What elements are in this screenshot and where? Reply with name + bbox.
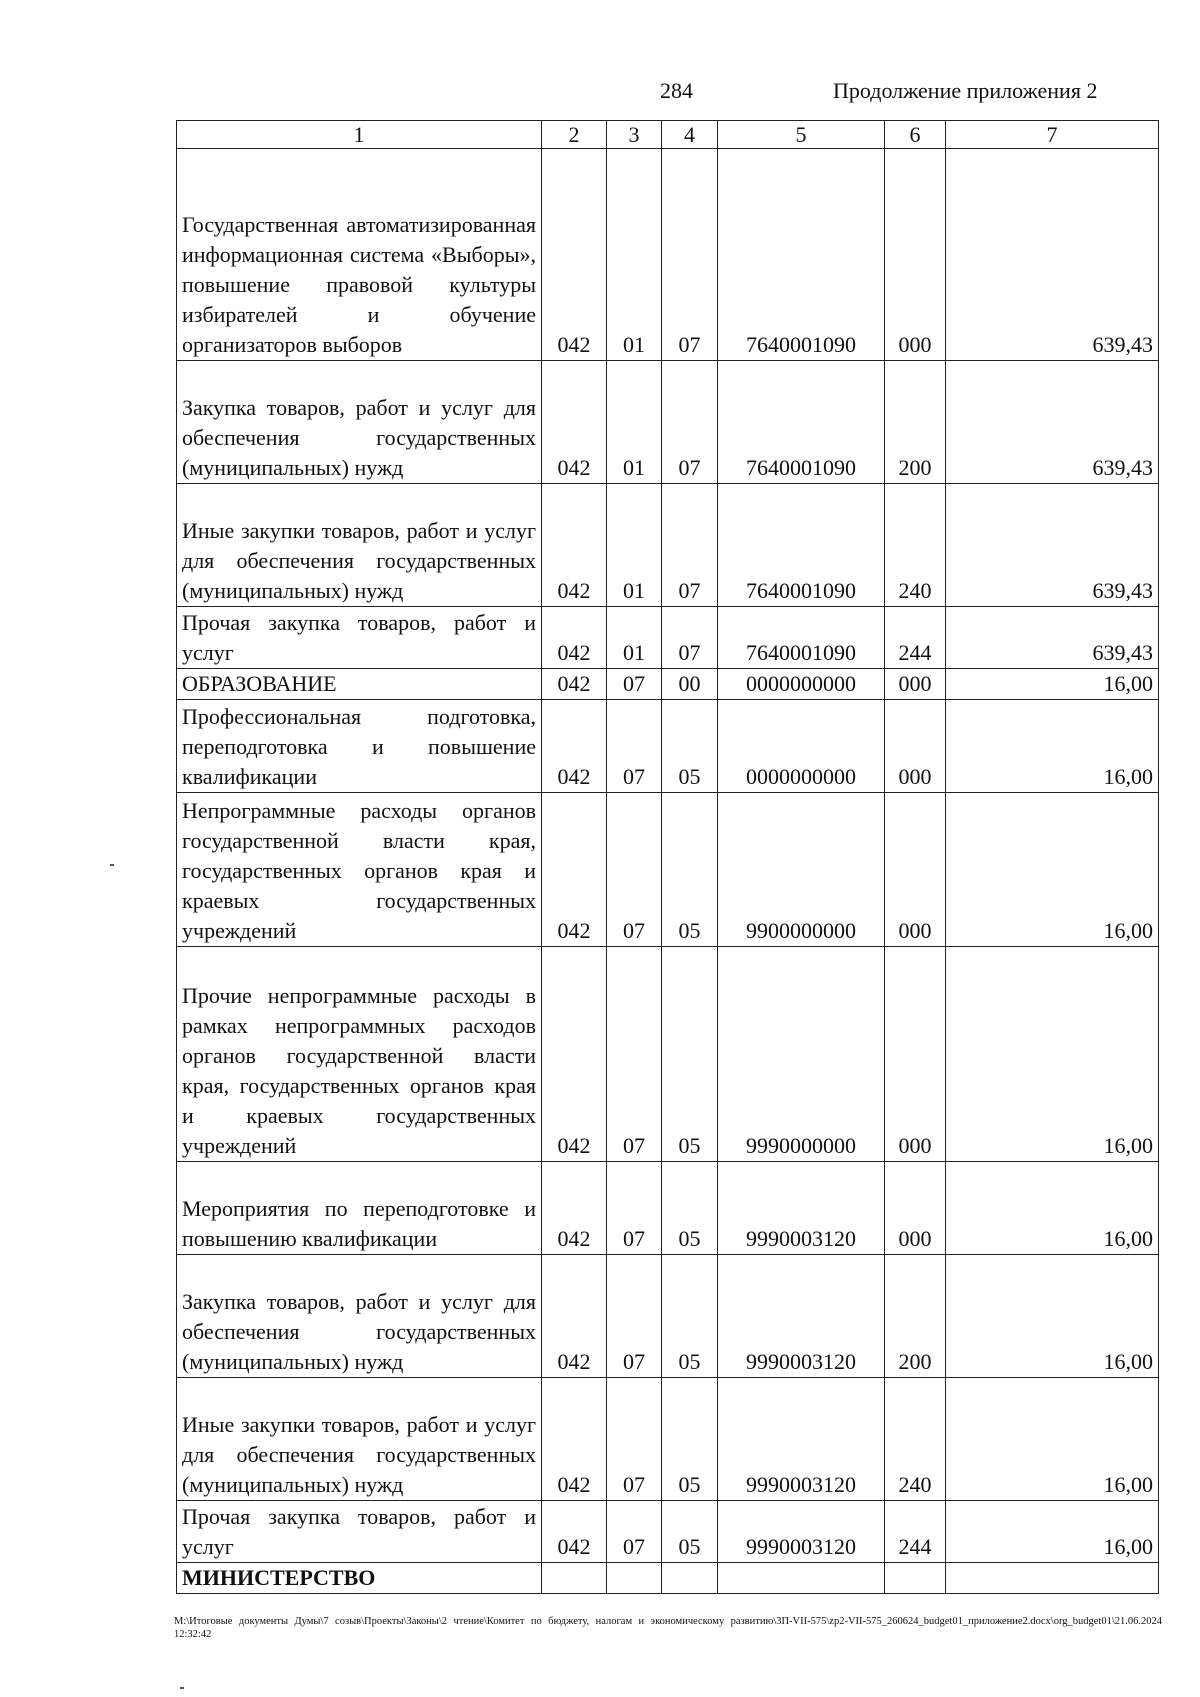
row-section-cell: 07	[607, 669, 662, 700]
row-target-article-cell: 7640001090	[718, 149, 885, 361]
row-section-cell: 07	[607, 1378, 662, 1501]
row-section-cell: 07	[607, 700, 662, 793]
row-admin-code-cell: 042	[542, 700, 607, 793]
column-header: 3	[607, 121, 662, 149]
row-name-cell: МИНИСТЕРСТВО	[177, 1563, 542, 1594]
table-row	[177, 607, 1159, 669]
row-admin-code-cell: 042	[542, 947, 607, 1162]
row-subsection-cell: 05	[662, 1378, 718, 1501]
row-section-cell: 01	[607, 361, 662, 484]
row-amount-cell: 639,43	[946, 607, 1159, 669]
row-subsection-cell: 05	[662, 1501, 718, 1563]
row-name-cell: Профессиональная подготовка, переподготовка и повышение квалификации	[177, 700, 542, 793]
row-subsection-cell: 05	[662, 1162, 718, 1255]
row-target-article-cell: 9990003120	[718, 1255, 885, 1378]
row-subsection-cell: 07	[662, 607, 718, 669]
row-subsection-cell: 00	[662, 669, 718, 700]
row-expense-type-cell: 000	[885, 793, 946, 947]
row-subsection-cell: 07	[662, 484, 718, 607]
row-admin-code-cell: 042	[542, 1378, 607, 1501]
row-section-cell: 07	[607, 793, 662, 947]
scan-speck	[110, 864, 114, 866]
row-name-cell: Прочие непрограммные расходы в рамках непрограммных расходов органов государственной власти края, государственных органов края и краевых государственных учреждений	[177, 947, 542, 1162]
scan-speck	[180, 1687, 184, 1689]
table-row	[177, 1162, 1159, 1255]
table-row	[177, 793, 1159, 947]
row-target-article-cell: 9900000000	[718, 793, 885, 947]
column-header: 2	[542, 121, 607, 149]
row-section-cell: 01	[607, 607, 662, 669]
row-amount-cell: 16,00	[946, 1501, 1159, 1563]
table-row	[177, 149, 1159, 361]
continuation-label: Продолжение приложения 2	[833, 78, 1098, 103]
row-expense-type-cell: 200	[885, 1255, 946, 1378]
row-amount-cell: 16,00	[946, 669, 1159, 700]
table-row	[177, 700, 1159, 793]
row-admin-code-cell: 042	[542, 484, 607, 607]
table-row	[177, 669, 1159, 700]
row-target-article-cell	[718, 1563, 885, 1594]
row-admin-code-cell: 042	[542, 793, 607, 947]
table-row	[177, 1255, 1159, 1378]
row-target-article-cell: 0000000000	[718, 700, 885, 793]
row-section-cell: 01	[607, 484, 662, 607]
row-section-cell: 07	[607, 947, 662, 1162]
row-amount-cell	[946, 1563, 1159, 1594]
row-name-cell: Прочая закупка товаров, работ и услуг	[177, 1501, 542, 1563]
row-name-cell: Непрограммные расходы органов государственной власти края, государственных органов края и краевых государственных учреждений	[177, 793, 542, 947]
row-section-cell: 07	[607, 1255, 662, 1378]
row-admin-code-cell: 042	[542, 149, 607, 361]
row-expense-type-cell: 240	[885, 484, 946, 607]
row-target-article-cell: 9990000000	[718, 947, 885, 1162]
row-subsection-cell: 05	[662, 1255, 718, 1378]
row-amount-cell: 639,43	[946, 484, 1159, 607]
row-name-cell: Прочая закупка товаров, работ и услуг	[177, 607, 542, 669]
row-admin-code-cell: 042	[542, 1255, 607, 1378]
row-subsection-cell: 05	[662, 947, 718, 1162]
row-expense-type-cell: 000	[885, 1162, 946, 1255]
row-subsection-cell: 05	[662, 793, 718, 947]
row-expense-type-cell: 000	[885, 669, 946, 700]
row-name-cell: Мероприятия по переподготовке и повышению квалификации	[177, 1162, 542, 1255]
table-row	[177, 1563, 1159, 1594]
row-name-cell: ОБРАЗОВАНИЕ	[177, 669, 542, 700]
page-number: 284	[660, 78, 693, 103]
column-header: 7	[946, 121, 1159, 149]
footer-file-path: M:\Итоговые документы Думы\7 созыв\Проекты\Законы\2 чтение\Комитет по бюджету, налогам и экономическому развитию\3П-VII-575\zp2-VII-575_260624_budget01_приложение2.docx\org_budget01\21.06.2024 12:32:42	[174, 1616, 1162, 1640]
row-amount-cell: 16,00	[946, 1255, 1159, 1378]
row-section-cell: 01	[607, 149, 662, 361]
row-expense-type-cell: 000	[885, 947, 946, 1162]
row-expense-type-cell: 240	[885, 1378, 946, 1501]
row-name-cell: Иные закупки товаров, работ и услуг для обеспечения государственных (муниципальных) нужд	[177, 1378, 542, 1501]
row-target-article-cell: 9990003120	[718, 1162, 885, 1255]
row-expense-type-cell: 244	[885, 1501, 946, 1563]
row-name-cell: Иные закупки товаров, работ и услуг для обеспечения государственных (муниципальных) нужд	[177, 484, 542, 607]
row-expense-type-cell: 244	[885, 607, 946, 669]
row-admin-code-cell: 042	[542, 1501, 607, 1563]
table-row	[177, 947, 1159, 1162]
table-row	[177, 484, 1159, 607]
table-row	[177, 361, 1159, 484]
column-header: 6	[885, 121, 946, 149]
budget-table	[176, 120, 1159, 1594]
table-header-row	[177, 121, 1159, 149]
column-header: 5	[718, 121, 885, 149]
row-section-cell	[607, 1563, 662, 1594]
row-section-cell: 07	[607, 1162, 662, 1255]
row-subsection-cell	[662, 1563, 718, 1594]
row-target-article-cell: 9990003120	[718, 1378, 885, 1501]
row-target-article-cell: 9990003120	[718, 1501, 885, 1563]
row-section-cell: 07	[607, 1501, 662, 1563]
row-amount-cell: 16,00	[946, 1378, 1159, 1501]
table-row	[177, 1378, 1159, 1501]
row-amount-cell: 16,00	[946, 700, 1159, 793]
row-name-cell: Закупка товаров, работ и услуг для обеспечения государственных (муниципальных) нужд	[177, 361, 542, 484]
row-subsection-cell: 07	[662, 149, 718, 361]
row-target-article-cell: 0000000000	[718, 669, 885, 700]
row-amount-cell: 16,00	[946, 793, 1159, 947]
row-name-cell: Государственная автоматизированная информационная система «Выборы», повышение правовой культуры избирателей и обучение организаторов выборов	[177, 149, 542, 361]
row-name-cell: Закупка товаров, работ и услуг для обеспечения государственных (муниципальных) нужд	[177, 1255, 542, 1378]
row-amount-cell: 639,43	[946, 361, 1159, 484]
row-expense-type-cell: 200	[885, 361, 946, 484]
row-subsection-cell: 07	[662, 361, 718, 484]
row-admin-code-cell: 042	[542, 361, 607, 484]
row-amount-cell: 639,43	[946, 149, 1159, 361]
row-amount-cell: 16,00	[946, 947, 1159, 1162]
row-expense-type-cell: 000	[885, 149, 946, 361]
row-expense-type-cell	[885, 1563, 946, 1594]
row-admin-code-cell	[542, 1563, 607, 1594]
row-admin-code-cell: 042	[542, 669, 607, 700]
row-admin-code-cell: 042	[542, 1162, 607, 1255]
row-target-article-cell: 7640001090	[718, 484, 885, 607]
row-subsection-cell: 05	[662, 700, 718, 793]
column-header: 4	[662, 121, 718, 149]
row-target-article-cell: 7640001090	[718, 361, 885, 484]
row-expense-type-cell: 000	[885, 700, 946, 793]
row-admin-code-cell: 042	[542, 607, 607, 669]
row-amount-cell: 16,00	[946, 1162, 1159, 1255]
row-target-article-cell: 7640001090	[718, 607, 885, 669]
column-header: 1	[177, 121, 542, 149]
table-row	[177, 1501, 1159, 1563]
